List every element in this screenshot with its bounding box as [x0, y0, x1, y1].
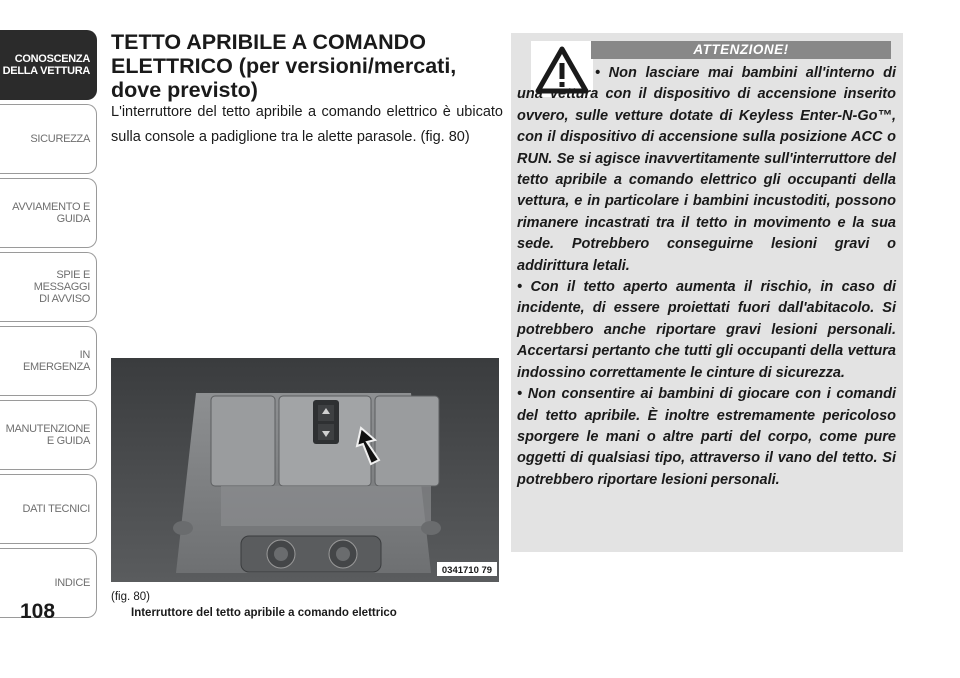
tab-in-emergenza[interactable]: [0, 326, 97, 396]
tab-sicurezza[interactable]: [0, 104, 97, 174]
section-title: TETTO APRIBILE A COMANDO ELETTRICO (per versioni/mercati, dove previsto): [111, 30, 457, 102]
tab-manutenzione-e-guida[interactable]: [0, 400, 97, 470]
overhead-console-illustration: [111, 358, 499, 582]
tab-spie-e-messaggi[interactable]: [0, 252, 97, 322]
tab-label: INDICE: [54, 577, 90, 589]
sunroof-switch-photo: [111, 358, 499, 582]
tab-label: SICUREZZA: [30, 133, 90, 145]
intro-paragraph: L'interruttore del tetto apribile a comando elettrico è ubicato sulla console a padiglione tra le alette parasole. (fig. 80): [111, 104, 503, 145]
figure-caption-text: Interruttore del tetto apribile a comando elettrico: [131, 607, 397, 619]
tab-label: DATI TECNICI: [22, 503, 90, 515]
warning-body: [517, 63, 896, 491]
figure-caption: [111, 589, 506, 621]
tab-label: SPIE E MESSAGGI DI AVVISO: [33, 269, 90, 305]
warning-paragraph: • Non consentire ai bambini di giocare con i comandi del tetto apribile. È inoltre estremamente pericoloso sporgere le mani o altre parti del corpo, come pure oggetti di qualsiasi tipo, attraverso il vano del tetto. Si potrebbero riportare lesioni personali.: [517, 386, 896, 488]
figure-caption-number: (fig. 80): [111, 591, 150, 603]
tab-label: AVVIAMENTO E GUIDA: [12, 201, 90, 225]
page-number: 108: [20, 600, 56, 623]
tab-label: CONOSCENZA DELLA VETTURA: [2, 53, 90, 77]
tab-label: MANUTENZIONE E GUIDA: [5, 423, 90, 447]
warning-paragraph: • Con il tetto aperto aumenta il rischio, in caso di incidente, di essere proiettati fuori dall'abitacolo. Si potrebbero anche riportare gravi lesioni personali. Accertarsi pertanto che tutti gli occupanti della vettura indossino correttamente le cinture di sicurezza.: [517, 279, 896, 381]
tab-avviamento-e-guida[interactable]: [0, 178, 97, 248]
tab-label: IN EMERGENZA: [23, 349, 90, 373]
warning-header: ATTENZIONE!: [591, 41, 891, 59]
chapter-sidebar: [0, 0, 98, 678]
warning-paragraph: • Non lasciare mai bambini all'interno di una vettura con il dispositivo di accensione inserito ovvero, sulle vetture dotate di Keyless Enter-N-Go™, con il dispositivo di accensione sulla posizione ACC o RUN. Se si agisce inavvertitamente sull'interruttore del tetto apribile a comando elettrico gli occupanti della vettura, e in particolare i bambini incustoditi, possono rimanere incastrati tra il tetto in movimento e la sua sede. Potrebbero conseguirne lesioni gravi o addirittura letali.: [517, 65, 896, 274]
figure-code: 0341710 79: [441, 565, 493, 576]
tab-conoscenza-della-vettura[interactable]: [0, 30, 97, 100]
warning-box: [511, 33, 903, 552]
tab-dati-tecnici[interactable]: [0, 474, 97, 544]
